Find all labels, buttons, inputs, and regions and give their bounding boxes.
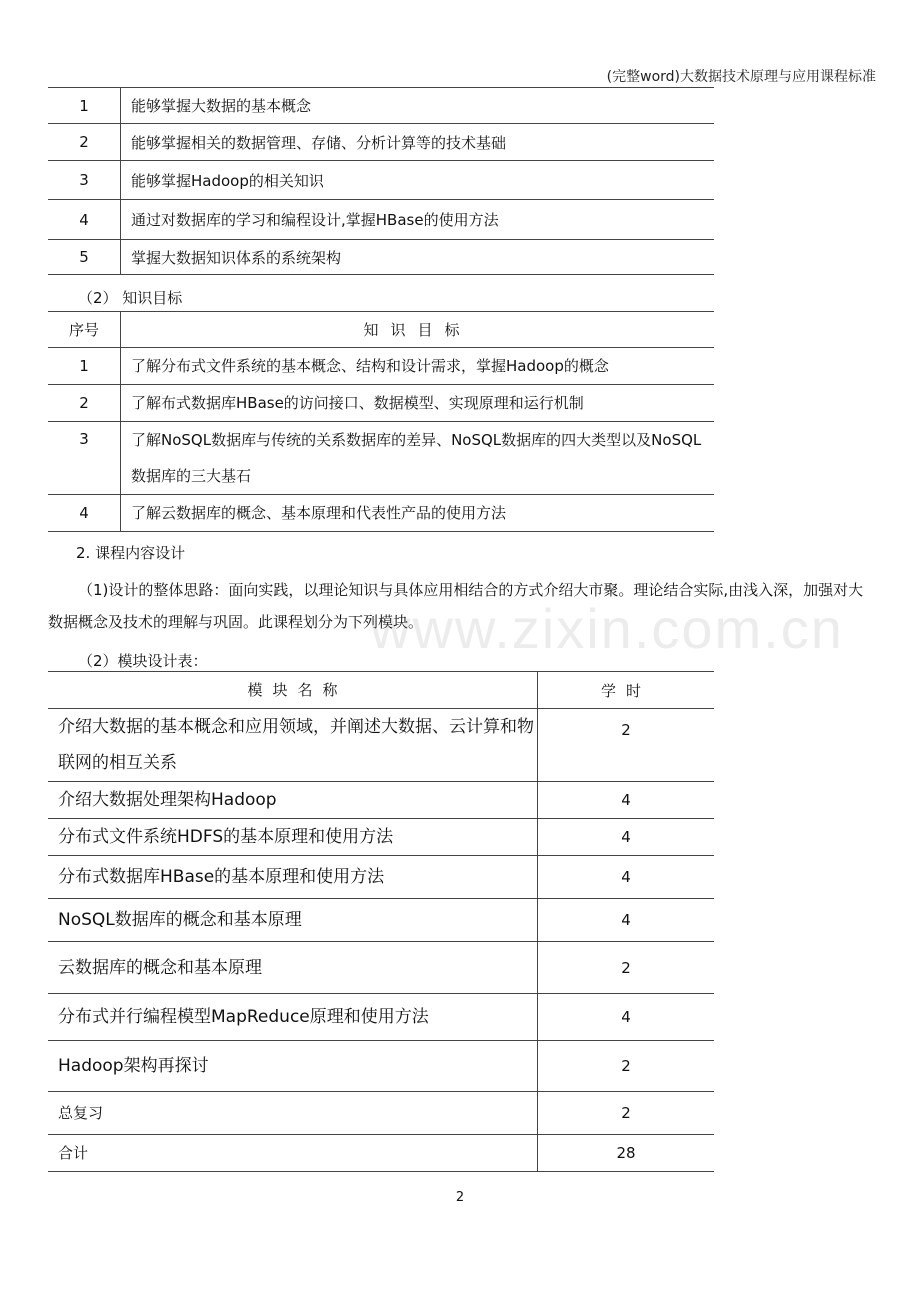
module-hours: 28 — [538, 1135, 715, 1172]
document-header-title: (完整word)大数据技术原理与应用课程标准 — [606, 69, 876, 85]
module-table-heading: （2）模块设计表： — [78, 652, 208, 670]
row-text: 了解NoSQL数据库与传统的关系数据库的差异、NoSQL数据库的四大类型以及NoSQL数据库的三大基石 — [121, 422, 715, 495]
row-number: 2 — [48, 124, 121, 161]
column-header-target: 知识目标 — [121, 312, 715, 348]
row-number: 1 — [48, 348, 121, 385]
module-name: 介绍大数据的基本概念和应用领域，并阐述大数据、云计算和物联网的相互关系 — [48, 709, 538, 782]
row-text: 能够掌握相关的数据管理、存储、分析计算等的技术基础 — [121, 124, 715, 161]
table-header-row — [48, 312, 714, 348]
table-row — [48, 348, 714, 385]
table-row — [48, 161, 714, 200]
module-name: 合计 — [48, 1135, 538, 1172]
module-name: 云数据库的概念和基本原理 — [48, 942, 538, 994]
knowledge-section-heading: （2） 知识目标 — [78, 289, 183, 307]
module-hours: 4 — [538, 819, 715, 856]
module-name: NoSQL数据库的概念和基本原理 — [48, 899, 538, 942]
row-text: 能够掌握Hadoop的相关知识 — [121, 161, 715, 200]
column-header-hours: 学时 — [538, 672, 715, 709]
table-row — [48, 124, 714, 161]
row-number: 4 — [48, 495, 121, 532]
course-design-paragraph: （1)设计的整体思路：面向实践，以理论知识与具体应用相结合的方式介绍大市聚。理论结合实际,由浅入深，加强对大数据概念及技术的理解与巩固。此课程划分为下列模块。 — [48, 581, 864, 631]
row-text: 通过对数据库的学习和编程设计,掌握HBase的使用方法 — [121, 200, 715, 240]
knowledge-objectives-table — [48, 311, 714, 532]
module-name: Hadoop架构再探讨 — [48, 1041, 538, 1092]
row-number: 2 — [48, 385, 121, 422]
row-number: 3 — [48, 161, 121, 200]
table-row — [48, 1041, 714, 1092]
column-header-module-name: 模块名称 — [48, 672, 538, 709]
module-hours: 4 — [538, 782, 715, 819]
table-row — [48, 385, 714, 422]
table-row — [48, 942, 714, 994]
module-name: 分布式数据库HBase的基本原理和使用方法 — [48, 856, 538, 899]
module-name: 总复习 — [48, 1092, 538, 1135]
row-text: 掌握大数据知识体系的系统架构 — [121, 240, 715, 275]
column-header-number: 序号 — [48, 312, 121, 348]
table-header-row — [48, 672, 714, 709]
row-number: 4 — [48, 200, 121, 240]
table-row — [48, 200, 714, 240]
table-row — [48, 899, 714, 942]
module-hours: 2 — [538, 942, 715, 994]
module-name: 分布式并行编程模型MapReduce原理和使用方法 — [48, 994, 538, 1041]
table-row — [48, 1135, 714, 1172]
table-row — [48, 782, 714, 819]
module-hours: 4 — [538, 856, 715, 899]
module-hours: 2 — [538, 1041, 715, 1092]
module-name: 介绍大数据处理架构Hadoop — [48, 782, 538, 819]
row-text: 了解布式数据库HBase的访问接口、数据模型、实现原理和运行机制 — [121, 385, 715, 422]
table-row — [48, 856, 714, 899]
module-hours: 2 — [538, 709, 715, 782]
module-hours: 2 — [538, 1092, 715, 1135]
module-hours: 4 — [538, 994, 715, 1041]
table-row — [48, 1092, 714, 1135]
ability-objectives-table — [48, 87, 714, 275]
table-row — [48, 819, 714, 856]
module-design-table — [48, 671, 714, 1172]
module-name: 分布式文件系统HDFS的基本原理和使用方法 — [48, 819, 538, 856]
table-row — [48, 994, 714, 1041]
row-text: 了解云数据库的概念、基本原理和代表性产品的使用方法 — [121, 495, 715, 532]
module-hours: 4 — [538, 899, 715, 942]
row-text: 能够掌握大数据的基本概念 — [121, 88, 715, 124]
course-design-heading: 2. 课程内容设计 — [76, 544, 186, 562]
row-number: 5 — [48, 240, 121, 275]
table-row — [48, 495, 714, 532]
table-row — [48, 422, 714, 495]
row-number: 1 — [48, 88, 121, 124]
row-number: 3 — [48, 422, 121, 495]
page-number: 2 — [455, 1190, 465, 1205]
table-row — [48, 88, 714, 124]
row-text: 了解分布式文件系统的基本概念、结构和设计需求，掌握Hadoop的概念 — [121, 348, 715, 385]
table-row — [48, 240, 714, 275]
table-row — [48, 709, 714, 782]
watermark: www.zixin.com.cn — [370, 597, 844, 660]
